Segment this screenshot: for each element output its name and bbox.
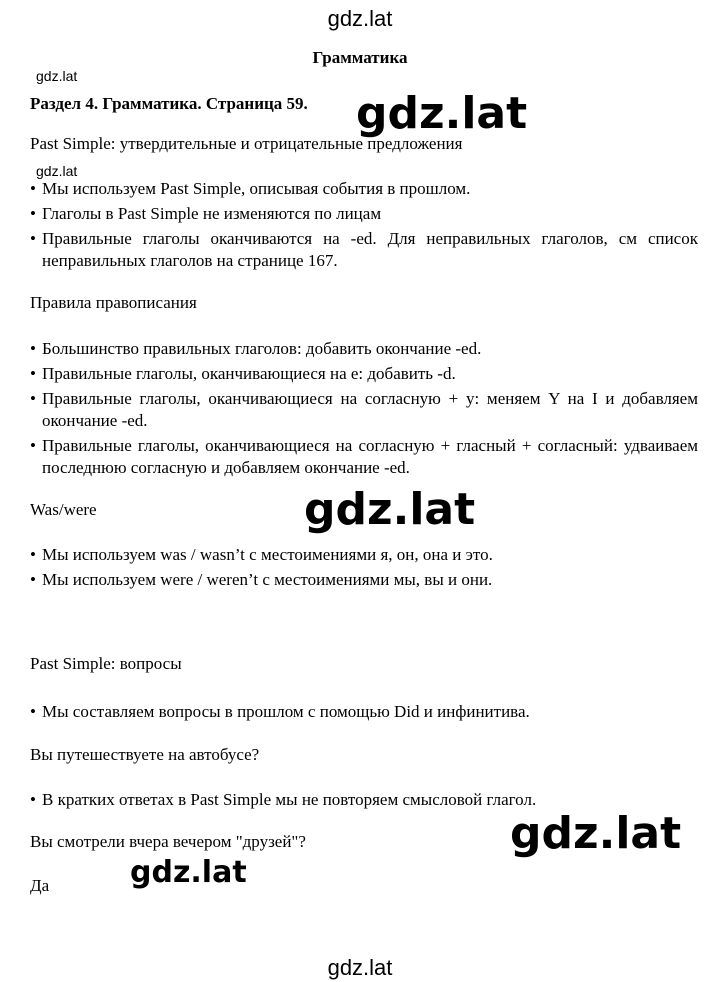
list-item: • Мы составляем вопросы в прошлом с помощью Did и инфинитива.: [30, 701, 698, 723]
list-item: • Правильные глаголы, оканчивающиеся на согласную + гласный + согласный: удваиваем последнюю согласную и добавляем окончание -ed.: [30, 435, 698, 479]
list-item: • Мы используем were / weren’t с местоимениями мы, вы и они.: [30, 569, 698, 591]
heading-spelling-rules: Правила правописания: [30, 293, 197, 312]
example-answer: Да: [30, 876, 50, 895]
heading-past-simple-affirmative: Past Simple: утвердительные и отрицательные предложения: [30, 134, 463, 153]
watermark-large: gdz.lat: [356, 88, 528, 139]
list-item: • Мы используем was / wasn’t с местоимениями я, он, она и это.: [30, 544, 698, 566]
list-item: • В кратких ответах в Past Simple мы не повторяем смысловой глагол.: [30, 789, 698, 811]
watermark-large: gdz.lat: [304, 484, 476, 535]
bullet-list-questions: [30, 701, 698, 726]
watermark-large: gdz.lat: [510, 808, 682, 859]
bullet-list-spelling-rules: [30, 338, 698, 482]
heading-was-were: Was/were: [30, 500, 97, 519]
section-title: Раздел 4. Грамматика. Страница 59.: [30, 94, 308, 113]
bullet-list-was-were: [30, 544, 698, 594]
list-item: • Глаголы в Past Simple не изменяются по лицам: [30, 203, 698, 225]
list-item: • Большинство правильных глаголов: добавить окончание -ed.: [30, 338, 698, 360]
list-item: • Правильные глаголы, оканчивающиеся на согласную + y: меняем Y на I и добавляем окончание -ed.: [30, 388, 698, 432]
watermark-large: gdz.lat: [130, 855, 247, 890]
list-item: • Мы используем Past Simple, описывая события в прошлом.: [30, 178, 698, 200]
watermark-bottom: gdz.lat: [327, 955, 393, 980]
heading-past-simple-questions: Past Simple: вопросы: [30, 654, 182, 673]
watermark-small: gdz.lat: [36, 163, 78, 179]
example-sentence: Вы путешествуете на автобусе?: [30, 745, 260, 764]
list-item: • Правильные глаголы оканчиваются на -ed. Для неправильных глаголов, см список неправильных глаголов на странице 167.: [30, 228, 698, 272]
bullet-list-past-simple: [30, 178, 698, 275]
page-title: Грамматика: [312, 48, 408, 67]
watermark-small: gdz.lat: [36, 68, 78, 84]
list-item: • Правильные глаголы, оканчивающиеся на e: добавить -d.: [30, 363, 698, 385]
example-sentence: Вы смотрели вчера вечером "друзей"?: [30, 832, 306, 851]
watermark-top: gdz.lat: [327, 6, 393, 31]
